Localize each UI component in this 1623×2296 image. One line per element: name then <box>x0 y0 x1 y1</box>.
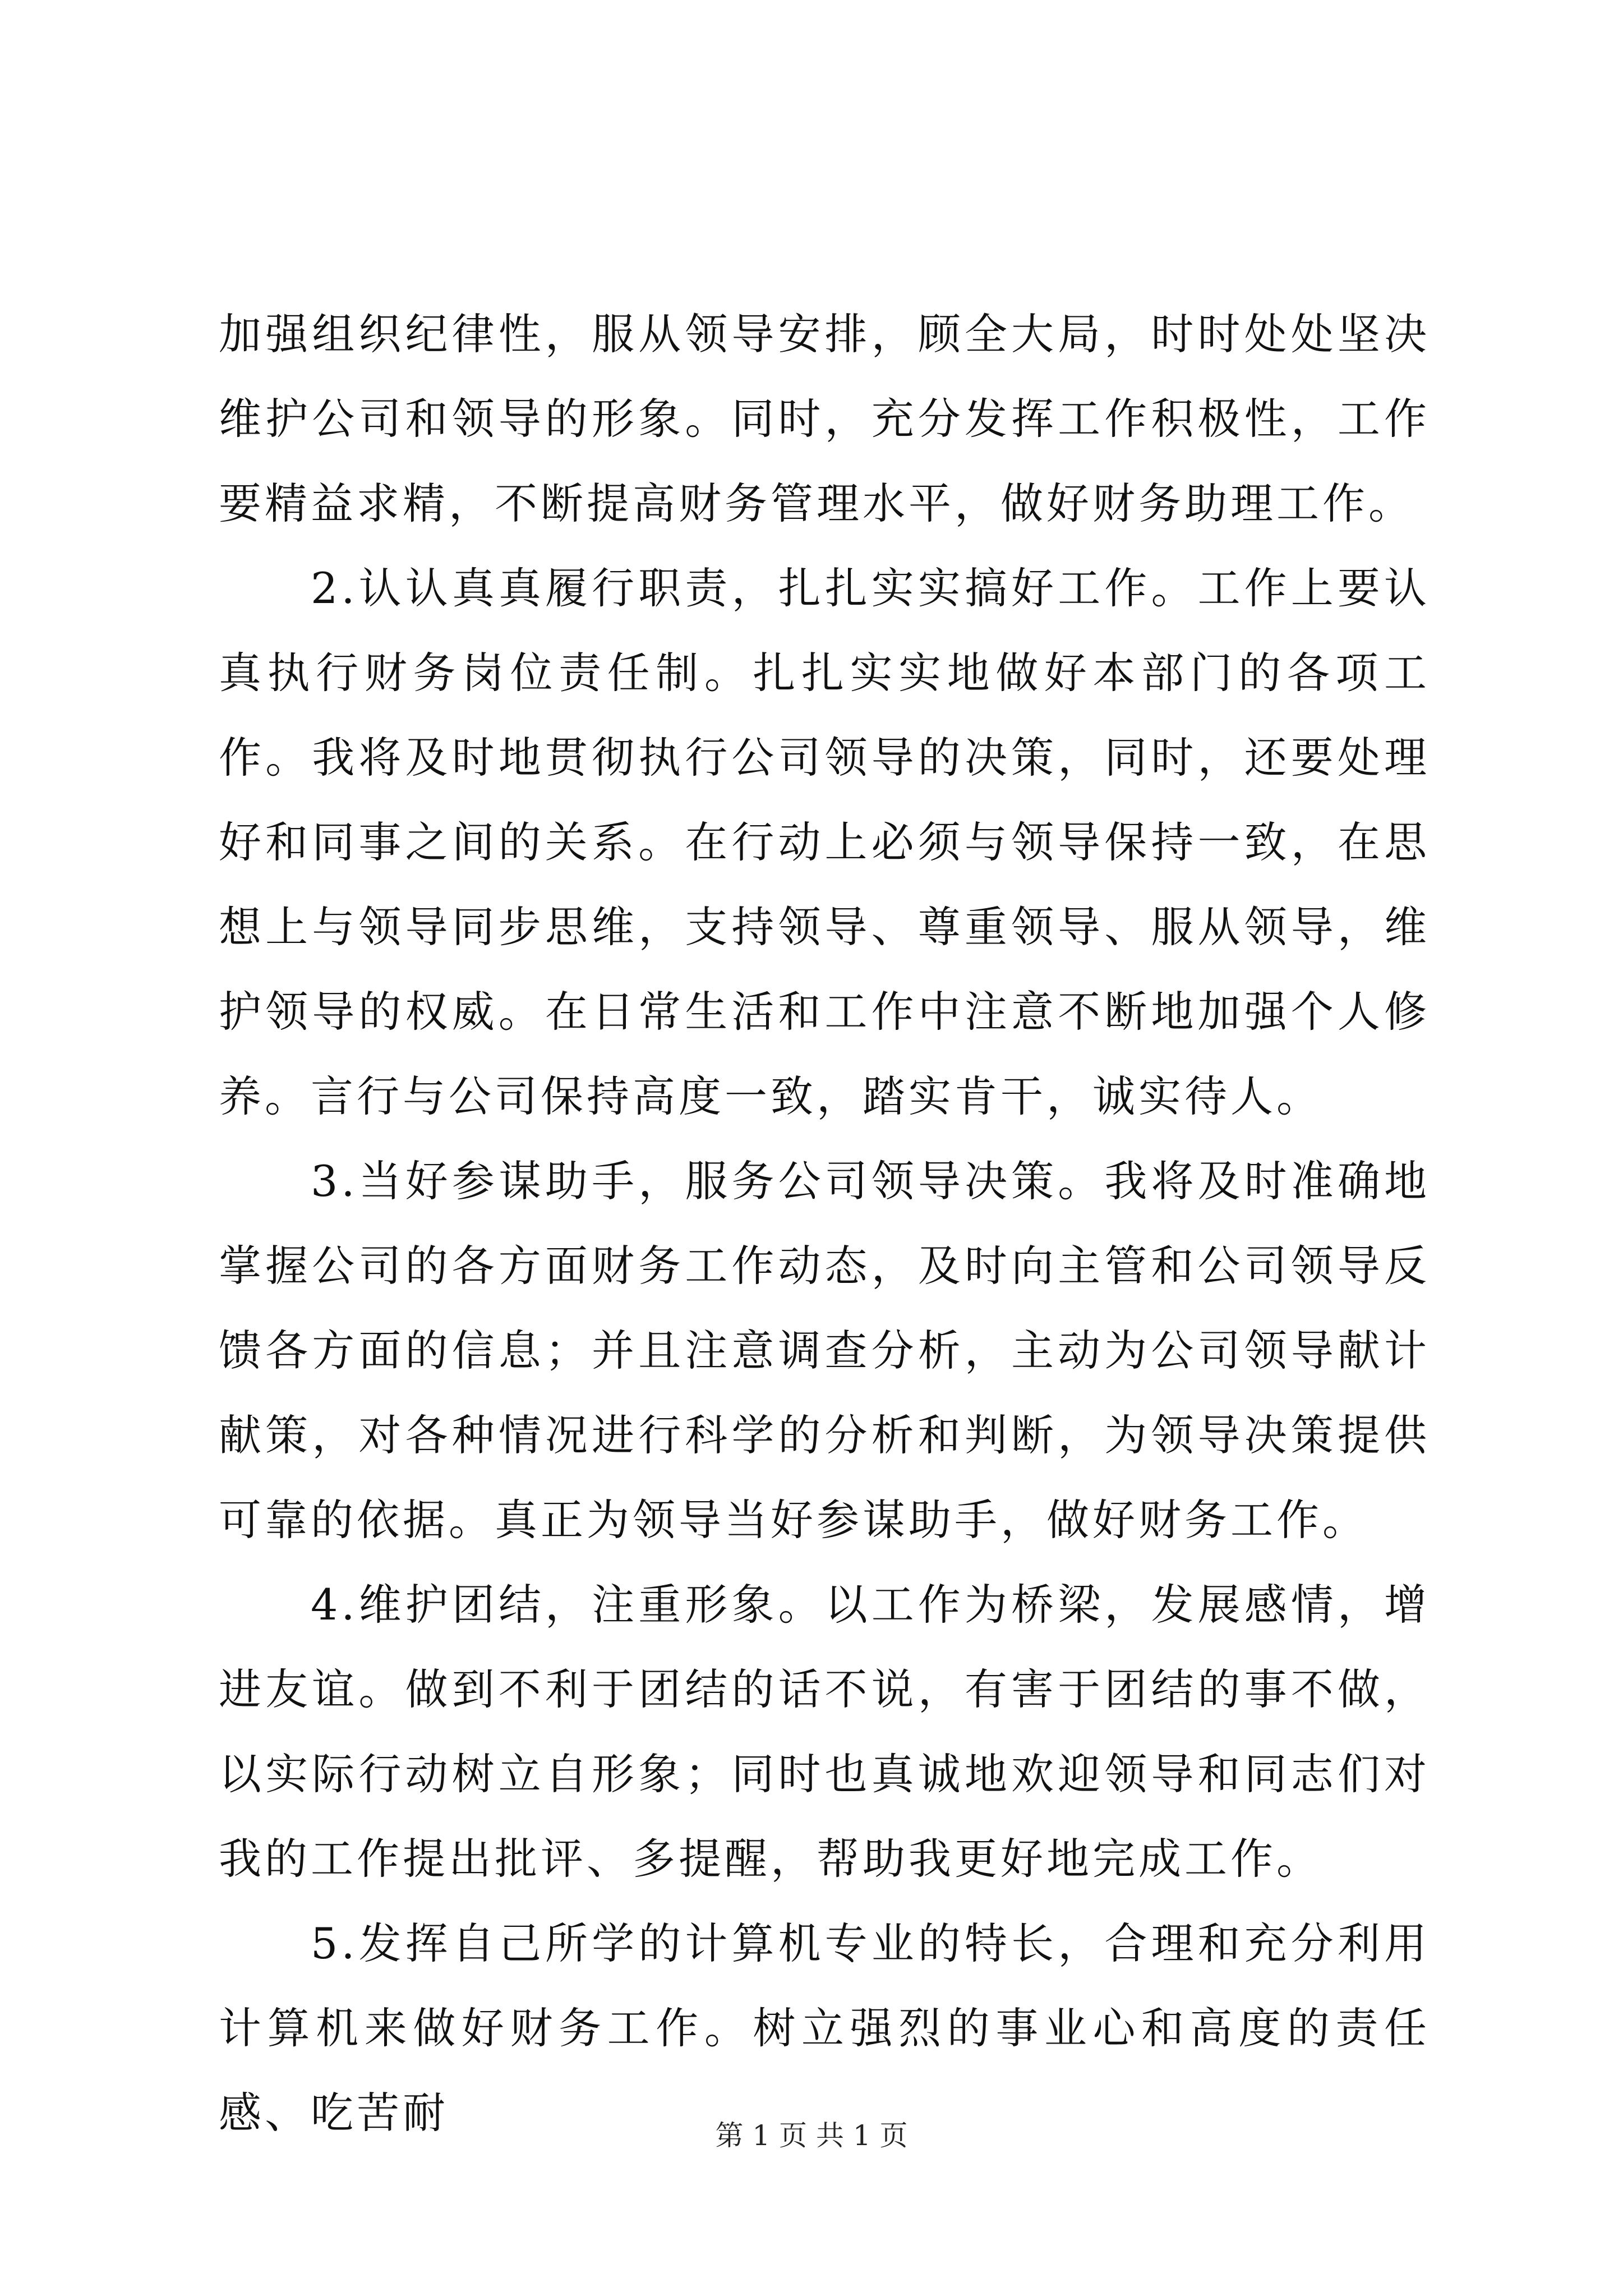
paragraph-continuation: 加强组织纪律性，服从领导安排，顾全大局，时时处处坚决维护公司和领导的形象。同时，充分发挥工作积极性，工作要精益求精，不断提高财务管理水平，做好财务助理工作。 <box>219 309 1430 528</box>
document-body <box>219 292 1430 2155</box>
page-footer: 第 1 页 共 1 页 <box>715 2119 908 2152</box>
paragraph-item-2: 2.认认真真履行职责，扎扎实实搞好工作。工作上要认真执行财务岗位责任制。扎扎实实地做好本部门的各项工作。我将及时地贯彻执行公司领导的决策，同时，还要处理好和同事之间的关系。在行动上必须与领导保持一致，在思想上与领导同步思维，支持领导、尊重领导、服从领导，维护领导的权威。在日常生活和工作中注意不断地加强个人修养。言行与公司保持高度一致，踏实肯干，诚实待人。 <box>219 563 1430 1121</box>
paragraph-item-5: 5.发挥自己所学的计算机专业的特长，合理和充分利用计算机来做好财务工作。树立强烈的事业心和高度的责任感、吃苦耐 <box>219 1918 1430 2138</box>
paragraph-item-4: 4.维护团结，注重形象。以工作为桥梁，发展感情，增进友谊。做到不利于团结的话不说，有害于团结的事不做，以实际行动树立自形象；同时也真诚地欢迎领导和同志们对我的工作提出批评、多提醒，帮助我更好地完成工作。 <box>219 1580 1430 1884</box>
paragraph-item-3: 3.当好参谋助手，服务公司领导决策。我将及时准确地掌握公司的各方面财务工作动态，及时向主管和公司领导反馈各方面的信息；并且注意调查分析，主动为公司领导献计献策，对各种情况进行科学的分析和判断，为领导决策提供可靠的依据。真正为领导当好参谋助手，做好财务工作。 <box>219 1156 1430 1545</box>
